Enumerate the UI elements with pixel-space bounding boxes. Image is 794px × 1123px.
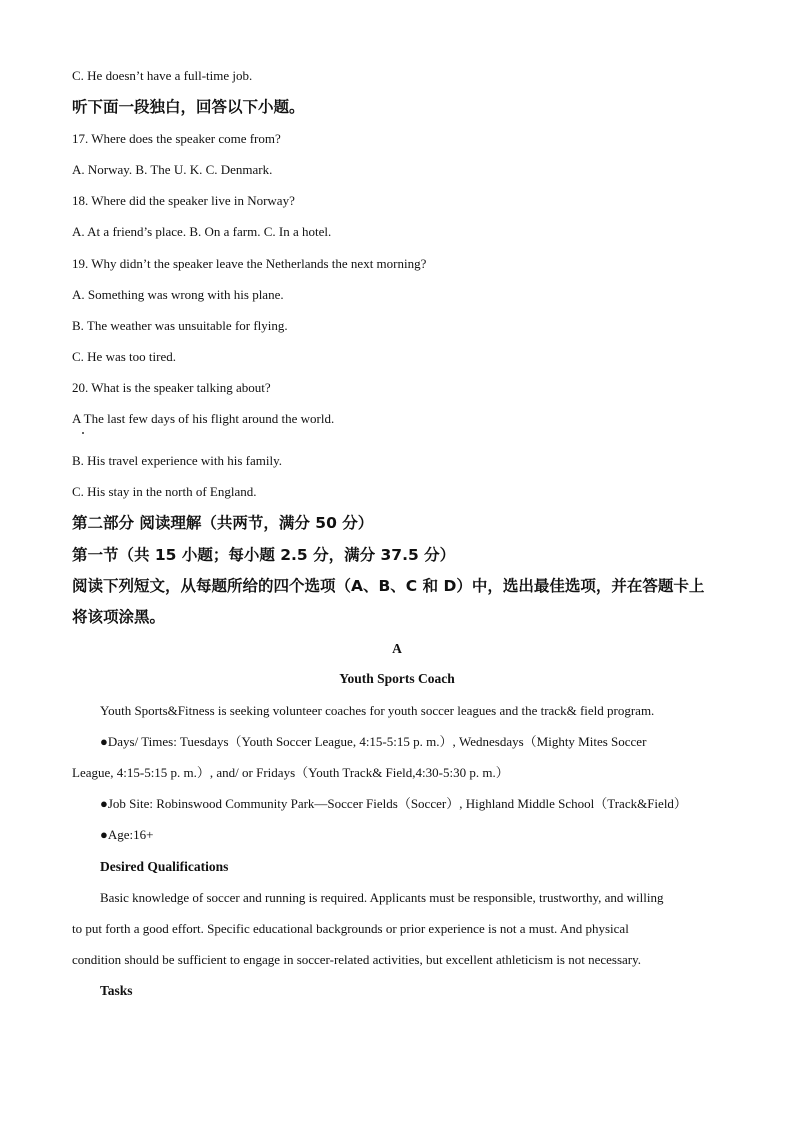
option-16c: C. He doesn’t have a full-time job.: [72, 68, 253, 83]
reading-instruction-line-2: 将该项涂黑。: [72, 608, 166, 626]
days-times-line-1: ●Days/ Times: Tuesdays（Youth Soccer League, 4:15-5:15 p. m.）, Wednesdays（Mighty Mites Soccer: [100, 734, 647, 749]
tasks-heading: Tasks: [100, 983, 133, 998]
question-17: 17. Where does the speaker come from?: [72, 131, 281, 146]
question-17-options: A. Norway. B. The U. K. C. Denmark.: [72, 162, 273, 177]
stray-dot-mark: [82, 432, 84, 434]
monologue-instruction: 听下面一段独白，回答以下小题。: [72, 98, 305, 116]
desired-qualifications-heading: Desired Qualifications: [100, 859, 229, 874]
question-20-option-a: A The last few days of his flight around the world.: [72, 411, 335, 426]
question-19: 19. Why didn’t the speaker leave the Netherlands the next morning?: [72, 256, 427, 271]
question-20-option-b: B. His travel experience with his family.: [72, 453, 282, 468]
question-20-option-c: C. His stay in the north of England.: [72, 484, 257, 499]
age-requirement: ●Age:16+: [100, 827, 154, 842]
qualifications-line-2: to put forth a good effort. Specific educational backgrounds or prior experience is not a must. And physical: [72, 921, 629, 936]
question-19-option-b: B. The weather was unsuitable for flying.: [72, 318, 288, 333]
days-times-line-2: League, 4:15-5:15 p. m.）, and/ or Fridays（Youth Track& Field,4:30-5:30 p. m.）: [72, 765, 509, 780]
question-19-option-a: A. Something was wrong with his plane.: [72, 287, 284, 302]
question-18: 18. Where did the speaker live in Norway?: [72, 193, 295, 208]
question-19-option-c: C. He was too tired.: [72, 349, 176, 364]
qualifications-line-1: Basic knowledge of soccer and running is required. Applicants must be responsible, trustworthy, and willing: [100, 890, 664, 905]
part-2-heading: 第二部分 阅读理解（共两节，满分 50 分）: [72, 514, 374, 532]
qualifications-line-3: condition should be sufficient to engage in soccer-related activities, but excellent athleticism is not necessary.: [72, 952, 642, 967]
passage-letter: A: [392, 641, 402, 656]
question-20: 20. What is the speaker talking about?: [72, 380, 271, 395]
passage-intro: Youth Sports&Fitness is seeking volunteer coaches for youth soccer leagues and the track& field program.: [100, 703, 655, 718]
question-18-options: A. At a friend’s place. B. On a farm. C. In a hotel.: [72, 224, 332, 239]
section-1-heading: 第一节（共 15 小题；每小题 2.5 分，满分 37.5 分）: [72, 546, 456, 564]
passage-title: Youth Sports Coach: [339, 671, 455, 686]
job-site: ●Job Site: Robinswood Community Park—Soccer Fields（Soccer）, Highland Middle School（Track&Field）: [100, 796, 687, 811]
reading-instruction-line-1: 阅读下列短文，从每题所给的四个选项（A、B、C 和 D）中，选出最佳选项，并在答题卡上: [72, 577, 705, 595]
